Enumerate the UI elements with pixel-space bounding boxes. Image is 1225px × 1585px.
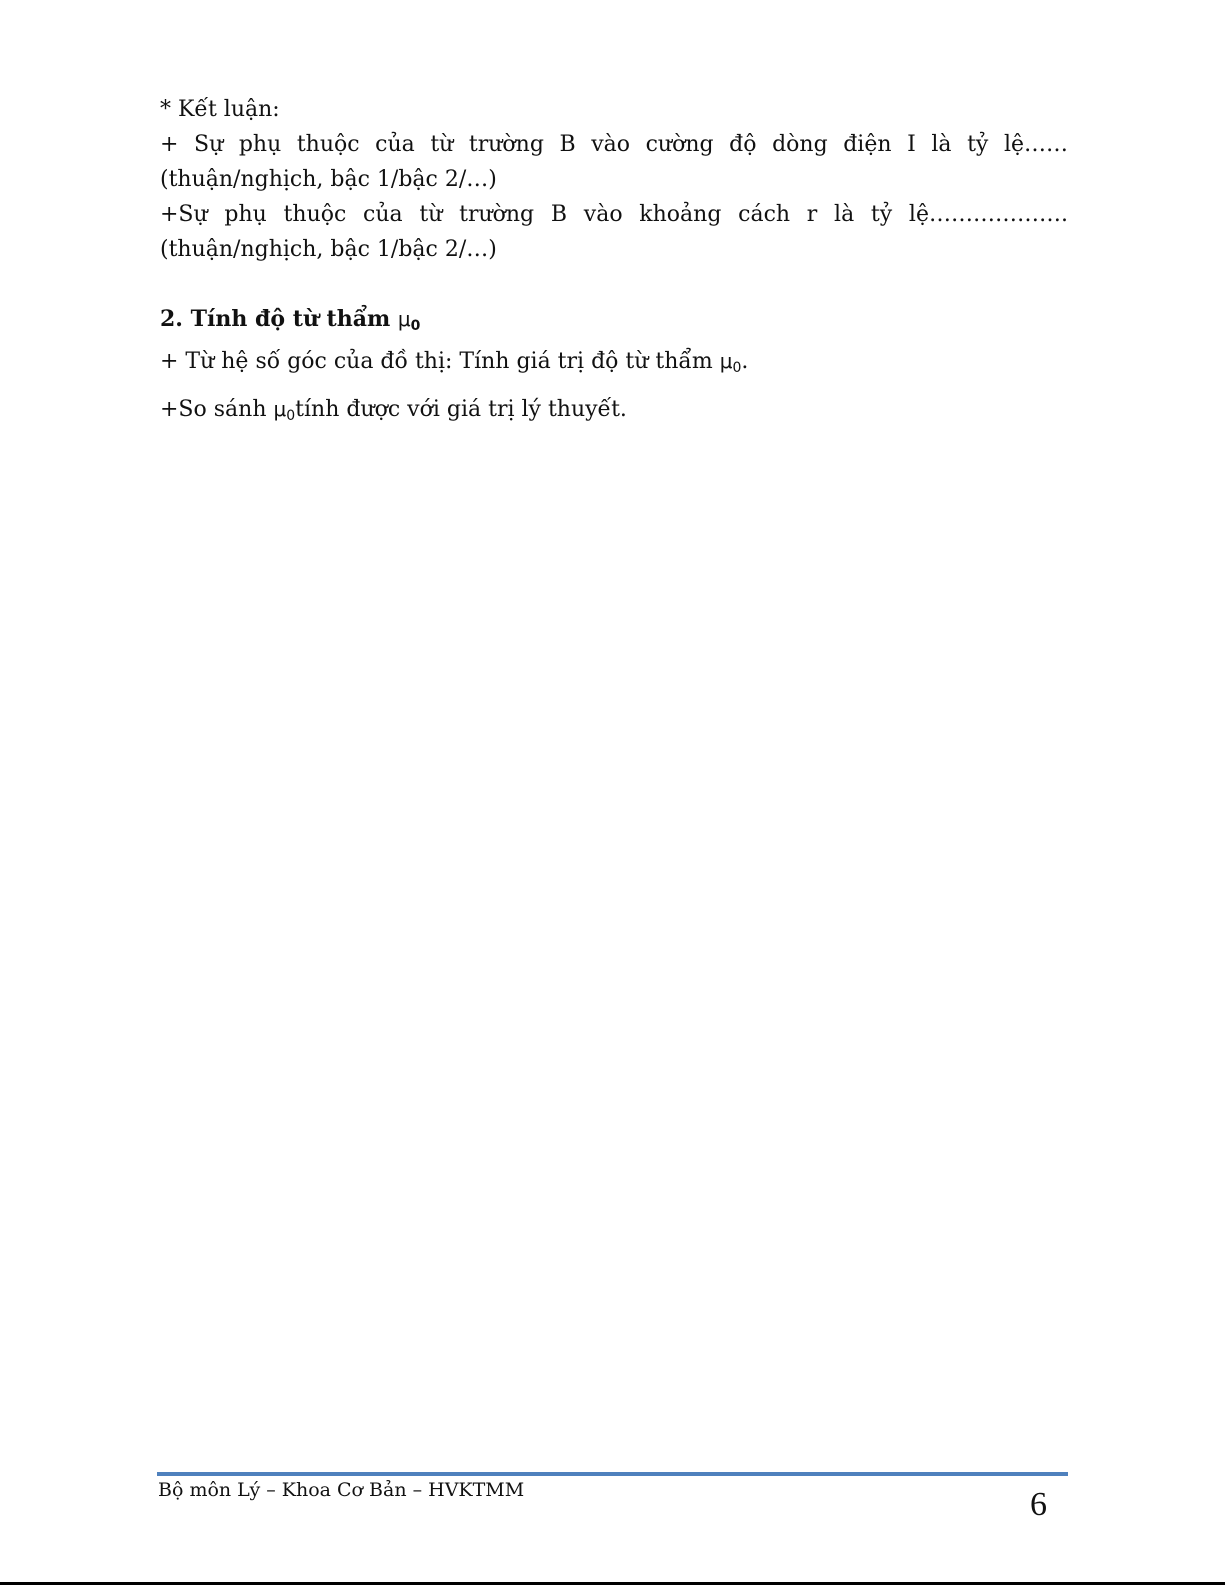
conclusion-1-line-2: (thuận/nghịch, bậc 1/bậc 2/…) [160,167,497,192]
section-2-heading-text: 2. Tính độ từ thẩm [160,306,391,332]
mu-zero-symbol [719,349,742,376]
conclusion-2-line-1: +Sự phụ thuộc của từ trường B vào khoảng cách r là tỷ lệ………………. [160,202,1068,227]
mu-subscript: 0 [286,408,296,424]
mu-symbol: μ [719,349,733,373]
footer-department: Bộ môn Lý – Khoa Cơ Bản – HVKTMM [158,1479,525,1501]
page-number: 6 [1030,1486,1047,1523]
section-2-heading [160,302,1068,344]
instruction-1 [160,344,1068,386]
instruction-2-start: +So sánh [160,397,267,422]
instruction-2-end: tính được với giá trị lý thuyết. [295,397,627,422]
instruction-2 [160,392,1068,434]
mu-subscript: 0 [410,318,421,334]
instruction-1-text: + Từ hệ số góc của đồ thị: Tính giá trị độ từ thẩm [160,349,713,374]
section-spacer [160,267,1068,302]
mu-zero-symbol [273,397,296,424]
mu-subscript: 0 [732,360,742,376]
conclusion-1-line-1: + Sự phụ thuộc của từ trường B vào cường độ dòng điện I là tỷ lệ…… [160,132,1068,157]
mu-symbol: μ [397,307,411,331]
page-body [160,92,1068,434]
conclusion-label: * Kết luận: [160,97,280,122]
mu-zero-symbol [397,307,421,334]
instruction-1-period: . [741,349,749,374]
conclusion-2-line-2: (thuận/nghịch, bậc 1/bậc 2/…) [160,237,497,262]
mu-symbol: μ [273,397,287,421]
footer-rule [157,1472,1068,1476]
